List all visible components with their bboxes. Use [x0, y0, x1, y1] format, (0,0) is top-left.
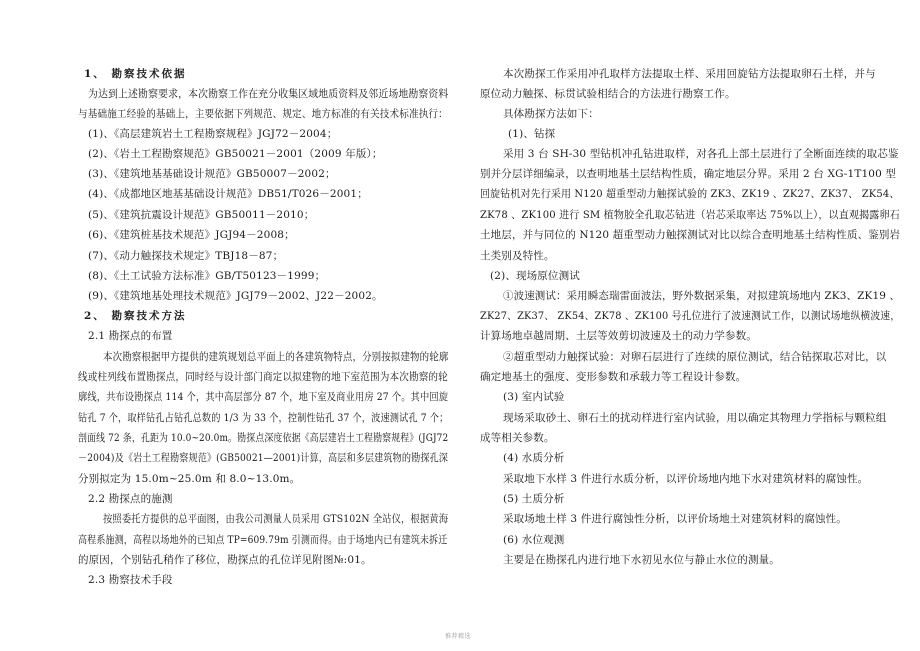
paragraph-line: 现场采取砂土、卵石土的扰动样进行室内试验，用以确定其物理力学指标与颗粒组 — [503, 412, 887, 424]
list-item: (9)、《建筑地基处理技术规范》JGJ79－2002、J22－2002。 — [88, 290, 383, 302]
page-footer: 推荐精选 — [445, 633, 472, 640]
list-item: (1)、《高层建筑岩土工程勘察规程》JGJ72－2004； — [88, 128, 338, 140]
paragraph-line: 具体勘探方法如下： — [503, 108, 599, 120]
subsection-heading: (3) 室内试验 — [503, 391, 565, 403]
paragraph-line: ②超重型动力触探试验：对卵石层进行了连续的原位测试，结合钻探取芯对比，以 — [503, 351, 887, 363]
paragraph-line: 分别拟定为 15.0m~25.0m 和 8.0~13.0m。 — [78, 473, 301, 485]
list-item: (2)、《岩土工程勘察规范》GB50021－2001（2009 年版）； — [88, 148, 383, 160]
subsection-heading: (5) 土质分析 — [503, 493, 565, 505]
paragraph-line: 采用 3 台 SH-30 型钻机冲孔钻进取样，对各孔上部土层进行了全断面连续的取芯鉴 — [503, 148, 899, 160]
paragraph-line: 线或柱列线布置勘探点，同时经与设计部门商定以拟建物的地下室范围为本次勘察的轮 — [78, 371, 448, 383]
paragraph-line: －2004)及《岩土工程勘察规范》(GB50021—2001)计算，高层和多层建筑物的勘探孔深 — [78, 452, 449, 464]
subsection-heading: (4) 水质分析 — [503, 452, 565, 464]
subsection-heading: (2)、现场原位测试 — [490, 270, 580, 282]
section-heading: 1、 勘察技术依据 — [84, 68, 187, 80]
paragraph-line: 确定地基土的强度、变形参数和承载力等工程设计参数。 — [480, 371, 747, 383]
subsection-heading: 2.1 勘探点的布置 — [88, 330, 173, 342]
paragraph-line: 回旋钻机对先行采用 N120 超重型动力触探试验的 ZK3、ZK19 、ZK27、ZK37、 ZK54、 — [480, 188, 900, 200]
paragraph-line: ①波速测试：采用瞬态瑞雷面波法，野外数据采集，对拟建筑场地内 ZK3、ZK19 、 — [503, 290, 901, 302]
paragraph-line: 高程系施测，高程以场地外的已知点 TP=609.79m 引测而得。由于场地内已有建筑未拆迁 — [78, 534, 448, 546]
paragraph-line: 主要是在勘探孔内进行地下水初见水位与静止水位的测量。 — [503, 554, 780, 566]
paragraph-line: 廓线，共布设勘探点 114 个，其中高层部分 87 个，地下室及商业用房 27 个。其中回旋 — [78, 391, 449, 403]
list-item: (3)、《建筑地基基础设计规范》GB50007－2002； — [88, 168, 336, 180]
paragraph-line: 钻孔 7 个，取样钻孔占钻孔总数的 1/3 为 33 个，控制性钻孔 37 个，波速测试孔 7 个； — [78, 412, 449, 424]
paragraph-line: 土类别及特性。 — [480, 250, 555, 262]
list-item: (4)、《成都地区地基基础设计规范》DB51/T026－2001； — [88, 188, 368, 200]
paragraph-line: 与基础施工经验的基础上，主要依据下列规范、规定、地方标准的有关技术标准执行： — [78, 108, 448, 120]
paragraph-line: 采取地下水样 3 件进行水质分析，以评价场地内地下水对建筑材料的腐蚀性。 — [503, 473, 869, 485]
paragraph-line: 成等相关参数。 — [480, 432, 555, 444]
list-item: (6)、《建筑桩基技术规范》JGJ94－2008； — [88, 229, 295, 241]
paragraph-line: ZK78 、ZK100 进行 SM 植物胶全孔取芯钻进（岩芯采取率达 75%以上），以直观揭露卵石 — [480, 209, 900, 221]
section-heading: 2、 勘察技术方法 — [84, 310, 187, 322]
paragraph-line: 为达到上述勘察要求，本次勘察工作在充分收集区域地质资料及邻近场地勘察资料 — [88, 88, 449, 100]
list-item: (8)、《土工试验方法标准》GB/T50123－1999； — [88, 270, 326, 282]
paragraph-line: 土地层，并与同位的 N120 超重型动力触探测试对比以综合查明地基土结构性质、鉴别岩 — [480, 229, 901, 241]
paragraph-line: 计算场地卓越周期、土层等效剪切波速及土的动力学参数。 — [480, 330, 757, 342]
paragraph-line: 本次勘察根据甲方提供的建筑规划总平面上的各建筑物特点，分别按拟建物的轮廓 — [103, 351, 449, 363]
paragraph-line: 采取场地土样 3 件进行腐蚀性分析，以评价场地土对建筑材料的腐蚀性。 — [503, 513, 847, 525]
list-item: (5)、《建筑抗震设计规范》GB50011－2010； — [88, 209, 315, 221]
paragraph-line: ZK27、ZK37、 ZK54、ZK78 、ZK100 号孔位进行了波速测试工作，以测试场地纵横波速， — [480, 310, 901, 322]
paragraph-line: 别并分层详细编录，以查明地基土层结构性质，确定地层分界。采用 2 台 XG-1T100 型 — [480, 168, 897, 180]
paragraph-line: 原位动力触探、标贯试验相结合的方法进行勘察工作。 — [480, 88, 736, 100]
list-item: (7)、《动力触探技术规定》TBJ18－87； — [88, 250, 284, 262]
subsection-heading: 2.2 勘探点的施测 — [88, 493, 173, 505]
subsection-heading: 2.3 勘察技术手段 — [88, 574, 173, 586]
paragraph-line: 剖面线 72 条，孔距为 10.0~20.0m。勘探点深度依据《高层建岩土工程勘察规程》(JGJ72 — [78, 432, 449, 444]
paragraph-line: 的原因，个别钻孔稍作了移位，勘探点的孔位详见附图№:01。 — [78, 554, 372, 566]
subsection-heading: (6) 水位观测 — [503, 534, 565, 546]
paragraph-line: 按照委托方提供的总平面图，由我公司测量人员采用 GTS102N 全站仪，根据黄海 — [103, 513, 449, 525]
paragraph-line: 本次勘探工作采用冲孔取样方法提取土样、采用回旋钻方法提取卵石土样，并与 — [503, 68, 876, 80]
subsection-heading: (1)、钻探 — [508, 128, 556, 140]
